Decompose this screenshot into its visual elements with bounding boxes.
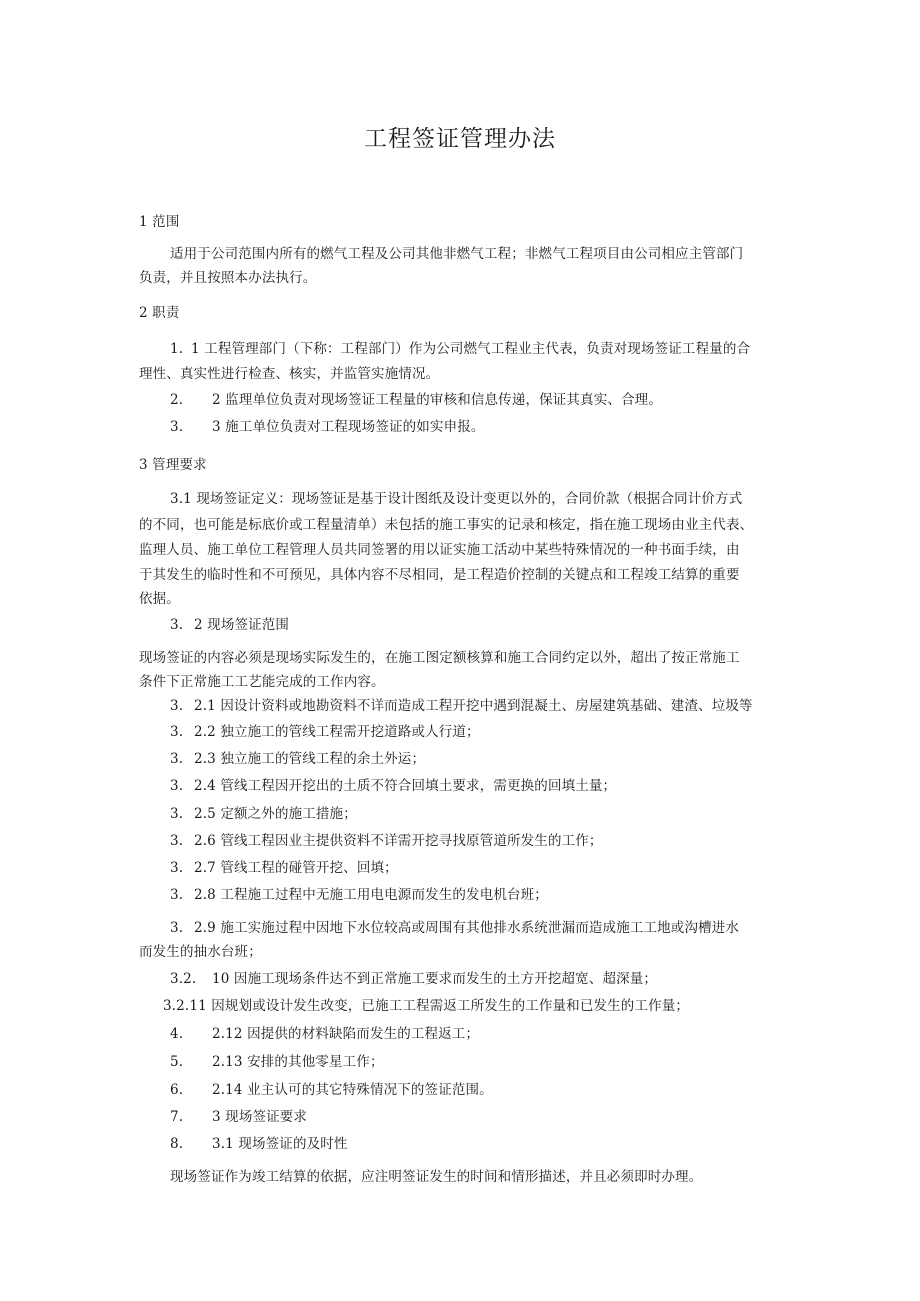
paragraph-line: 于其发生的临时性和不可预见，具体内容不尽相同，是工程造价控制的关键点和工程竣工结算的重要 [139,567,740,583]
paragraph-line: 依据。 [139,591,180,607]
list-number: 3. [170,778,184,794]
list-text: 3.1 现场签证的及时性 [212,1136,348,1152]
section-3-heading: 3 管理要求 [139,457,207,473]
list-item [170,1053,384,1071]
list-number: 6. [170,1082,184,1098]
list-number: 3. [170,887,184,903]
list-item [170,697,753,715]
list-text: 2.13 安排的其他零星工作； [212,1054,384,1070]
list-number: 7. [170,1109,184,1125]
list-text: 2.9 施工实施过程中因地下水位较高或周围有其他排水系统泄漏而造成施工工地或沟槽进水 [194,920,740,936]
list-number: 8. [170,1136,184,1152]
list-item [170,723,480,741]
list-item [170,970,657,988]
list-text: 2 现场签证范围 [194,617,290,633]
section-1-heading: 1 范围 [139,214,180,230]
list-text: 2.4 管线工程因开挖出的土质不符合回填土要求，需更换的回填土量； [194,778,617,794]
list-number: 3. [170,419,184,435]
list-item [170,1025,479,1043]
paragraph-line: 适用于公司范围内所有的燃气工程及公司其他非燃气工程；非燃气工程项目由公司相应主管部门 [170,246,744,262]
list-text: 2.3 独立施工的管线工程的余土外运； [194,751,426,767]
list-item [170,1108,307,1126]
list-number: 2. [170,392,184,408]
list-item: 3.2.11 因规划或设计发生改变，已施工工程需返工所发生的工作量和已发生的工作量； [163,998,690,1014]
list-text: 2.7 管线工程的碰管开挖、回填； [194,860,398,876]
list-number: 3. [170,751,184,767]
section-2-heading: 2 职责 [139,305,180,321]
list-text: 2.8 工程施工过程中无施工用电电源而发生的发电机台班； [194,887,548,903]
list-number: 3. [170,860,184,876]
document-title: 工程签证管理办法 [364,126,556,152]
paragraph-line: 理性、真实性进行检查、核实，并监管实施情况。 [139,366,440,382]
list-number: 3. [170,920,184,936]
list-text: 2.1 因设计资料或地勘资料不详而造成工程开挖中遇到混凝土、房屋建筑基础、建渣、垃圾等 [194,698,753,714]
list-item [170,805,357,823]
list-number: 3. [170,724,184,740]
list-item [170,1135,348,1153]
list-number: 1. [170,341,184,357]
list-number: 3. [170,806,184,822]
list-text: 3 施工单位负责对工程现场签证的如实申报。 [212,419,485,435]
list-number: 3. [170,833,184,849]
list-item [170,391,662,409]
list-item [170,340,750,358]
list-number: 4. [170,1026,184,1042]
list-item [170,418,485,436]
list-number: 3.2. [170,971,197,987]
list-item [170,832,603,850]
list-text: 2.5 定额之外的施工措施； [194,806,357,822]
list-item [170,1081,493,1099]
paragraph-line: 的不同，也可能是标底价或工程量清单）未包括的施工事实的记录和核定，指在施工现场由业主代表、 [139,517,754,533]
paragraph-line: 而发生的抽水台班； [139,944,262,960]
list-text: 1 工程管理部门（下称：工程部门）作为公司燃气工程业主代表，负责对现场签证工程量的合 [191,341,751,357]
list-item [170,777,616,795]
list-text: 3 现场签证要求 [212,1109,308,1125]
list-number: 5. [170,1054,184,1070]
paragraph-line: 现场签证的内容必须是现场实际发生的，在施工图定额核算和施工合同约定以外，超出了按正常施工 [139,650,740,666]
paragraph-line: 负责，并且按照本办法执行。 [139,270,317,286]
list-item [170,859,398,877]
paragraph-line: 条件下正常施工工艺能完成的工作内容。 [139,674,385,690]
list-item [170,616,289,634]
list-number: 3. [170,617,184,633]
list-number: 3. [170,698,184,714]
paragraph-line: 3.1 现场签证定义：现场签证是基于设计图纸及设计变更以外的，合同价款（根据合同计价方式 [170,491,743,507]
list-text: 2.6 管线工程因业主提供资料不详需开挖寻找原管道所发生的工作； [194,833,603,849]
paragraph-line: 现场签证作为竣工结算的依据，应注明签证发生的时间和情形描述，并且必须即时办理。 [170,1169,703,1185]
list-text: 10 因施工现场条件达不到正常施工要求而发生的土方开挖超宽、超深量； [212,971,658,987]
list-item [170,750,425,768]
list-text: 2.14 业主认可的其它特殊情况下的签证范围。 [212,1082,493,1098]
list-text: 2.12 因提供的材料缺陷而发生的工程返工； [212,1026,480,1042]
paragraph-line: 监理人员、施工单位工程管理人员共同签署的用以证实施工活动中某些特殊情况的一种书面手续，由 [139,542,740,558]
list-item [170,886,548,904]
list-text: 2 监理单位负责对现场签证工程量的审核和信息传递，保证其真实、合理。 [212,392,662,408]
list-text: 2.2 独立施工的管线工程需开挖道路或人行道； [194,724,480,740]
list-item [170,919,739,937]
